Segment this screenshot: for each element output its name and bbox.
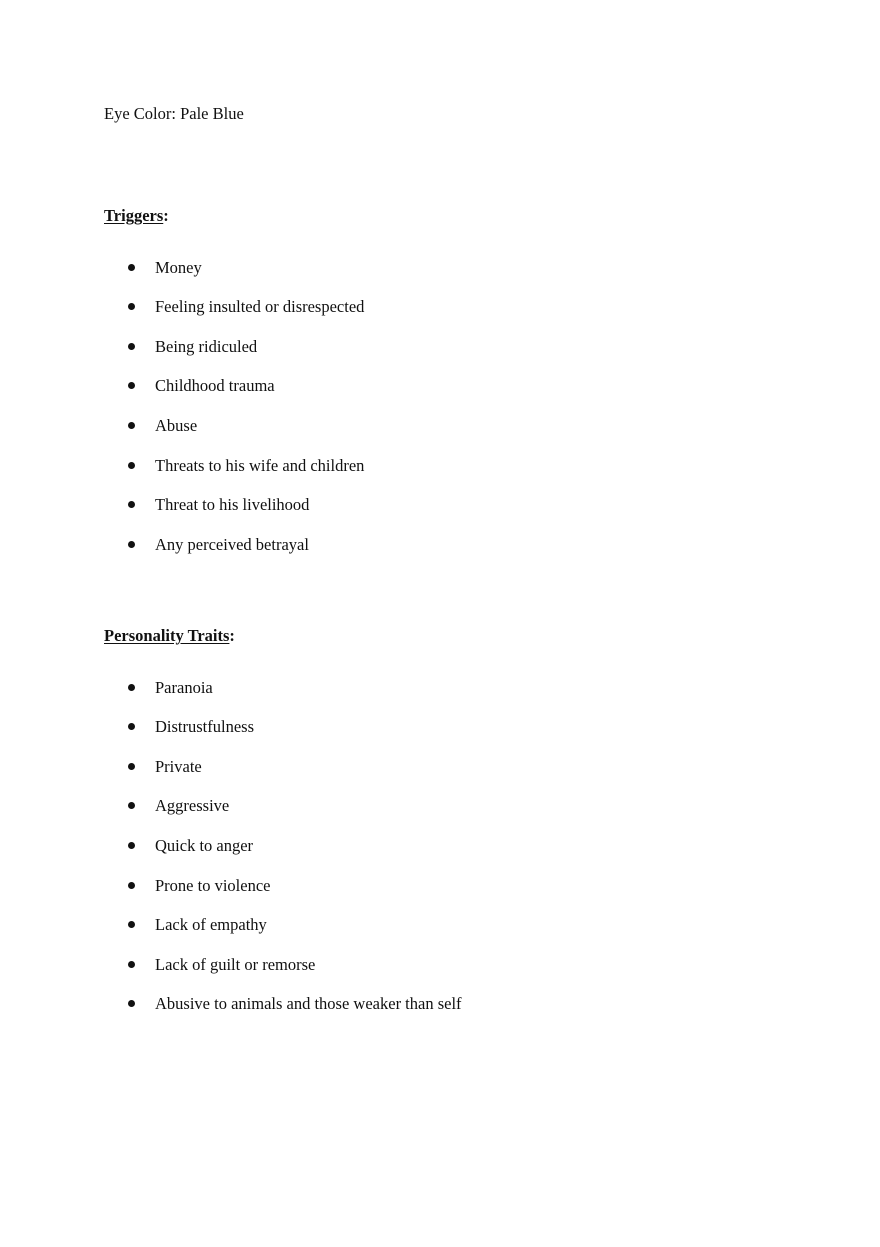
list-item-text: Lack of guilt or remorse [155,955,316,974]
list-item-text: Aggressive [155,796,230,815]
list-item-text: Money [155,258,202,277]
list-item-text: Distrustfulness [155,717,254,736]
list-item-text: Childhood trauma [155,376,275,395]
bullet-icon [128,684,135,691]
bullet-icon [128,343,135,350]
personality-heading-colon: : [229,626,235,645]
bullet-icon [128,382,135,389]
bullet-icon [128,921,135,928]
triggers-heading [104,206,169,226]
bullet-icon [128,802,135,809]
list-item-text: Quick to anger [155,836,254,855]
list-item-text: Abusive to animals and those weaker than self [155,994,462,1013]
bullet-icon [128,882,135,889]
list-item-text: Lack of empathy [155,915,267,934]
eye-color-line: Eye Color: Pale Blue [104,104,244,123]
bullet-icon [128,303,135,310]
list-item-text: Threats to his wife and children [155,456,365,475]
list-item-text: Prone to violence [155,876,271,895]
triggers-heading-text: Triggers [104,206,164,225]
list-item-text: Threat to his livelihood [155,495,310,514]
list-item-text: Being ridiculed [155,337,258,356]
bullet-icon [128,422,135,429]
list-item-text: Paranoia [155,678,213,697]
bullet-icon [128,462,135,469]
bullet-icon [128,961,135,968]
list-item-text: Any perceived betrayal [155,535,309,554]
personality-heading [104,626,235,646]
personality-heading-text: Personality Traits [104,626,230,645]
bullet-icon [128,842,135,849]
bullet-icon [128,723,135,730]
bullet-icon [128,541,135,548]
triggers-heading-colon: : [163,206,169,225]
list-item-text: Abuse [155,416,198,435]
bullet-icon [128,501,135,508]
list-item-text: Private [155,757,202,776]
bullet-icon [128,763,135,770]
bullet-icon [128,1000,135,1007]
bullet-icon [128,264,135,271]
list-item-text: Feeling insulted or disrespected [155,297,365,316]
